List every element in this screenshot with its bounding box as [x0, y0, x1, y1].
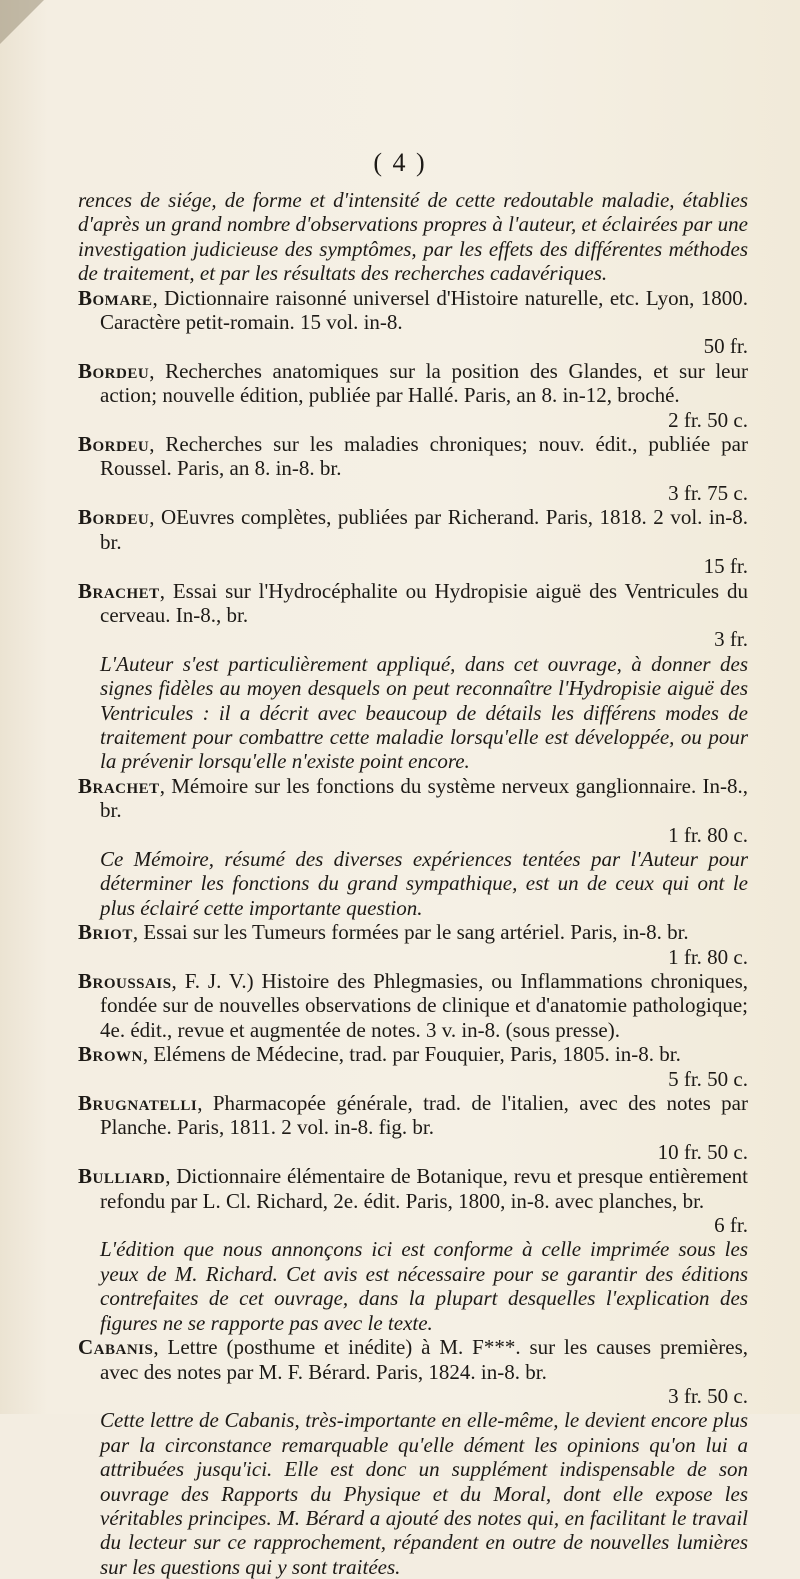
note-brachet-memoire: Ce Mémoire, résumé des diverses expériences tentées par l'Auteur pour déterminer les fonctions du grand sympathique, est un de ceux qui ont le plus éclairé cette importante question. [100, 846, 748, 920]
catalogue-entry [78, 505, 748, 578]
entry-description: , OEuvres complètes, publiées par Richerand. Paris, 1818. 2 vol. in-8. br. [100, 505, 748, 554]
catalogue-entry [78, 286, 748, 359]
entry-author: Brown [78, 1042, 143, 1067]
intro-note: rences de siége, de forme et d'intensité de cette redoutable maladie, établies d'après un grand nombre d'observations propres à l'auteur, et éclairées par une investigation judicieuse des symptômes, par les effets des différentes méthodes de traitement, et par les résultats des recherches cadavériques. [78, 188, 748, 286]
catalogue-entry [78, 359, 748, 432]
entry-price: 50 fr. [703, 334, 748, 359]
entry-author: Bordeu [78, 505, 150, 530]
page-number: ( 4 ) [373, 148, 427, 177]
entries-group-2 [78, 774, 748, 847]
entry-price: 3 fr. 50 c. [668, 1383, 748, 1408]
entries-group-1 [78, 286, 748, 652]
catalogue-entry [78, 1335, 748, 1408]
entry-description: , Mémoire sur les fonctions du système nerveux ganglionnaire. In-8., br. [100, 773, 748, 823]
catalogue-entry [78, 432, 748, 505]
entry-author: Cabanis [78, 1335, 154, 1360]
catalogue-entry [78, 920, 748, 969]
entry-price: 2 fr. 50 c. [668, 407, 748, 432]
entry-author: Brugnatelli [78, 1091, 198, 1116]
entry-description: , Pharmacopée générale, trad. de l'italien, avec des notes par Planche. Paris, 1811. 2 vol. in-8. fig. br. [100, 1091, 748, 1140]
entry-description: , Dictionnaire élémentaire de Botanique, revu et presque entièrement refondu par L. Cl. Richard, 2e. édit. Paris, 1800, in-8. avec planches, br. [100, 1164, 748, 1213]
entry-price: 15 fr. [703, 554, 748, 579]
entry-author: Brachet [78, 773, 160, 798]
entry-description: , Essai sur les Tumeurs formées par le sang artériel. Paris, in-8. br. [132, 920, 689, 945]
entry-author: Broussais [78, 969, 172, 993]
entries-group-3 [78, 920, 748, 1237]
note-brachet-hydrocephalite: L'Auteur s'est particulièrement appliqué, dans cet ouvrage, à donner des signes fidèles au moyen desquels on peut reconnaître l'Hydropisie aiguë des Ventricules : il a décrit avec beaucoup de détails les différens modes de traitement pour combattre cette maladie lorsqu'elle est développée, ou pour la prévenir lorsqu'elle n'existe point encore. [100, 651, 748, 774]
entry-author: Bordeu [78, 432, 150, 457]
entry-price: 5 fr. 50 c. [668, 1066, 748, 1091]
entry-author: Bulliard [78, 1164, 166, 1189]
entry-price: 3 fr. [714, 627, 748, 652]
entry-price: 10 fr. 50 c. [657, 1139, 748, 1164]
entry-price: 3 fr. 75 c. [668, 480, 748, 505]
catalogue-entry [78, 1164, 748, 1237]
entry-price: 6 fr. [714, 1213, 748, 1238]
entry-description: , Dictionnaire raisonné universel d'Histoire naturelle, etc. Lyon, 1800. Caractère petit-romain. 15 vol. in-8. [100, 285, 748, 335]
note-bulliard: L'édition que nous annonçons ici est conforme à celle imprimée sous les yeux de M. Richard. Cet avis est nécessaire pour se garantir des éditions contrefaites de cet ouvrage, dans la plupart desquelles l'explication des figures ne se rapporte pas avec le texte. [100, 1237, 748, 1335]
entry-price: 1 fr. 80 c. [668, 944, 748, 969]
entry-author: Bordeu [78, 358, 150, 383]
entry-description: , F. J. V.) Histoire des Phlegmasies, ou Inflammations chroniques, fondée sur de nouvelles observations de clinique et d'anatomie pathologique; 4e. édit., revue et augmentée de notes. 3 v. in-8. (sous presse). [100, 969, 748, 1042]
catalogue-entry [78, 969, 748, 1042]
catalogue-entry [78, 774, 748, 847]
entry-description: , Lettre (posthume et inédite) à M. F***. sur les causes premières, avec des notes par M. F. Bérard. Paris, 1824. in-8. br. [100, 1335, 748, 1384]
catalogue-text [78, 188, 748, 1579]
entry-description: , Essai sur l'Hydrocéphalite ou Hydropisie aiguë des Ventricules du cerveau. In-8., br. [100, 578, 748, 627]
page-corner-shadow [0, 0, 44, 44]
entries-group-4 [78, 1335, 748, 1408]
catalogue-entry [78, 579, 748, 652]
entry-price: 1 fr. 80 c. [668, 822, 748, 847]
entry-description: , Recherches sur les maladies chroniques; nouv. édit., publiée par Roussel. Paris, an 8. in-8. br. [100, 432, 748, 481]
entry-description: , Recherches anatomiques sur la position des Glandes, et sur leur action; nouvelle édition, publiée par Hallé. Paris, an 8. in-12, broché. [100, 358, 748, 408]
catalogue-entry [78, 1042, 748, 1091]
entry-author: Briot [78, 920, 133, 945]
entry-author: Bomare [78, 285, 153, 310]
note-cabanis: Cette lettre de Cabanis, très-importante en elle-même, le devient encore plus par la circonstance remarquable qu'elle dément les opinions qu'on lui a attribuées jusqu'ici. Elle est donc un supplément indispensable de son ouvrage des Rapports du Physique et du Moral, dont elle expose les véritables principes. M. Bérard a ajouté des notes qui, en facilitant le travail du lecteur sur ce rapprochement, répandent en outre de nouvelles lumières sur les questions qui y sont traitées. [100, 1408, 748, 1579]
catalogue-entry [78, 1091, 748, 1164]
entry-description: , Elémens de Médecine, trad. par Fouquier, Paris, 1805. in-8. br. [142, 1042, 681, 1067]
entry-author: Brachet [78, 578, 160, 603]
